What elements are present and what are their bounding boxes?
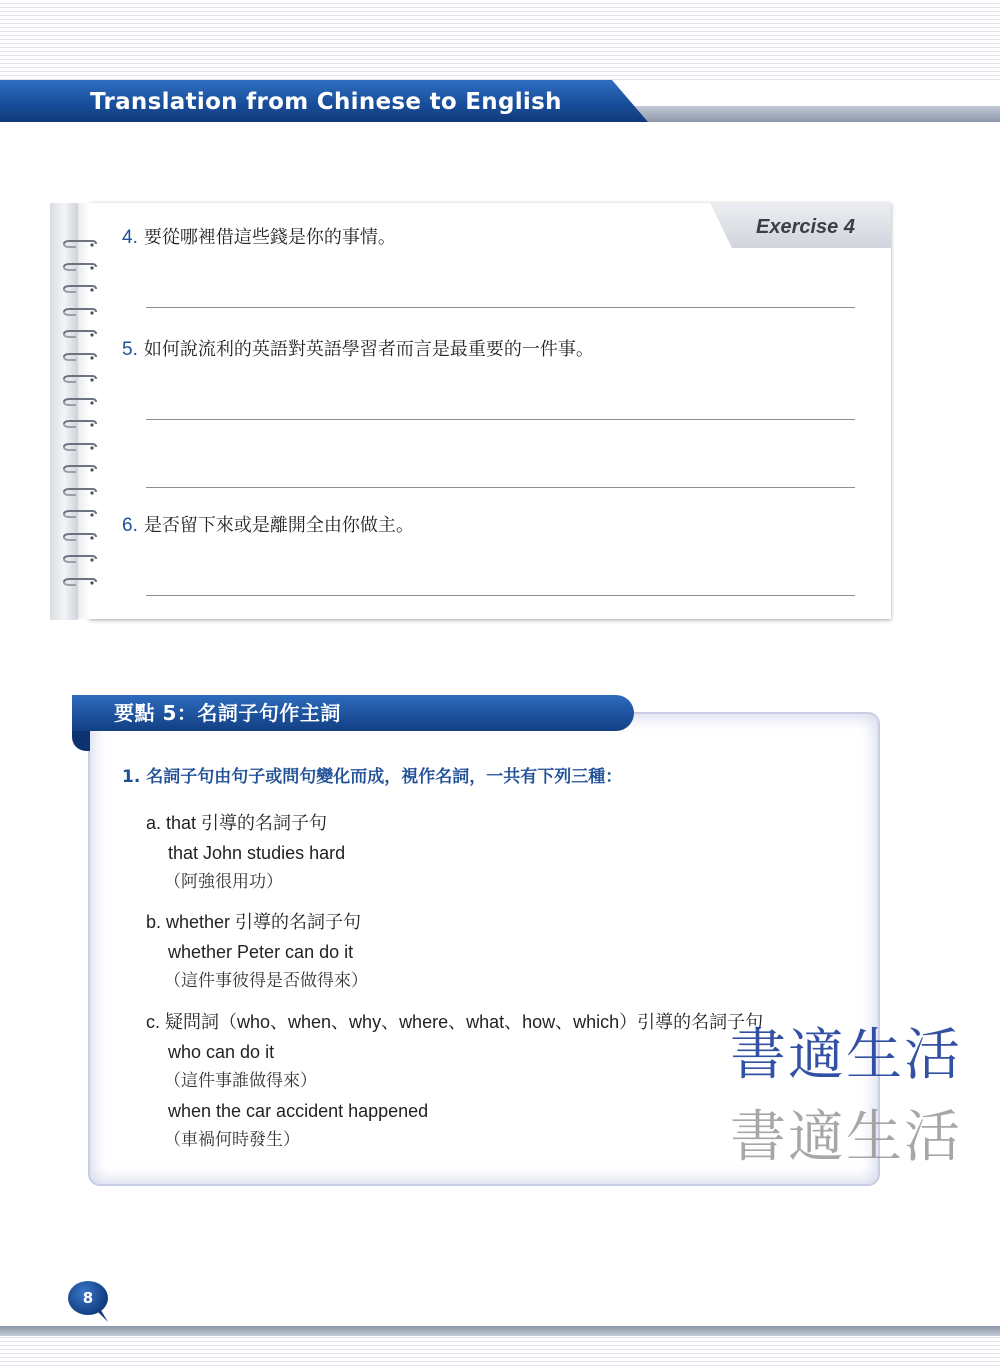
item-a-label: a. that 引導的名詞子句 bbox=[146, 813, 328, 833]
answer-line[interactable] bbox=[146, 487, 855, 488]
binding-ring-icon bbox=[62, 510, 98, 518]
heading-text: 名詞子句由句子或問句變化而成，視作名詞，一共有下列三種： bbox=[146, 767, 623, 787]
watermark-gray: 書適生活 bbox=[730, 1105, 962, 1170]
item-c-example-2: when the car accident happened bbox=[168, 1101, 429, 1121]
heading-number: 1. bbox=[122, 767, 141, 787]
top-stripes bbox=[0, 0, 1000, 80]
item-c-example: who can do it bbox=[168, 1042, 275, 1062]
item-c-translation: （這件事誰做得來） bbox=[164, 1071, 317, 1091]
answer-line[interactable] bbox=[146, 419, 855, 420]
binding-ring-icon bbox=[62, 308, 98, 316]
page-number: 8 bbox=[68, 1281, 108, 1315]
binding-ring-icon bbox=[62, 533, 98, 541]
question-text: 是否留下來或是離開全由你做主。 bbox=[143, 515, 414, 536]
binding-ring-icon bbox=[62, 420, 98, 428]
notebook-page bbox=[89, 203, 891, 619]
binding-ring-icon bbox=[62, 285, 98, 293]
binding-ring-icon bbox=[62, 398, 98, 406]
bottom-band bbox=[0, 1326, 1000, 1336]
question-5 bbox=[122, 338, 594, 362]
question-4 bbox=[122, 226, 396, 250]
binding-ring-icon bbox=[62, 555, 98, 563]
binding-ring-icon bbox=[62, 465, 98, 473]
item-c-translation-2: （車禍何時發生） bbox=[164, 1130, 300, 1150]
answer-line[interactable] bbox=[146, 595, 855, 596]
binding-ring-icon bbox=[62, 578, 98, 586]
item-c-label: c. 疑問詞（who、when、why、where、what、how、which）引導的名詞子句 bbox=[146, 1012, 764, 1032]
question-number: 4. bbox=[122, 227, 138, 248]
item-b-example: whether Peter can do it bbox=[168, 942, 354, 962]
item-a-translation: （阿強很用功） bbox=[164, 872, 283, 892]
item-b-label: b. whether 引導的名詞子句 bbox=[146, 912, 362, 932]
question-text: 要從哪裡借這些錢是你的事情。 bbox=[143, 227, 396, 248]
binding-ring-icon bbox=[62, 443, 98, 451]
binding-ring-icon bbox=[62, 353, 98, 361]
binding-ring-icon bbox=[62, 488, 98, 496]
binding-ring-icon bbox=[62, 375, 98, 383]
page-title: Translation from Chinese to English bbox=[90, 89, 562, 115]
question-6 bbox=[122, 514, 414, 538]
watermark-blue: 書適生活 bbox=[730, 1023, 962, 1088]
answer-line[interactable] bbox=[146, 307, 855, 308]
binding-ring-icon bbox=[62, 240, 98, 248]
key-point-heading bbox=[122, 764, 622, 790]
item-a-example: that John studies hard bbox=[168, 843, 346, 863]
question-number: 6. bbox=[122, 515, 138, 536]
question-text: 如何說流利的英語對英語學習者而言是最重要的一件事。 bbox=[143, 339, 594, 360]
item-b-translation: （這件事彼得是否做得來） bbox=[164, 971, 368, 991]
key-point-title: 要點 5：名詞子句作主詞 bbox=[114, 701, 341, 725]
question-number: 5. bbox=[122, 339, 138, 360]
binding-ring-icon bbox=[62, 263, 98, 271]
exercise-label: Exercise 4 bbox=[756, 216, 855, 238]
binding-ring-icon bbox=[62, 330, 98, 338]
